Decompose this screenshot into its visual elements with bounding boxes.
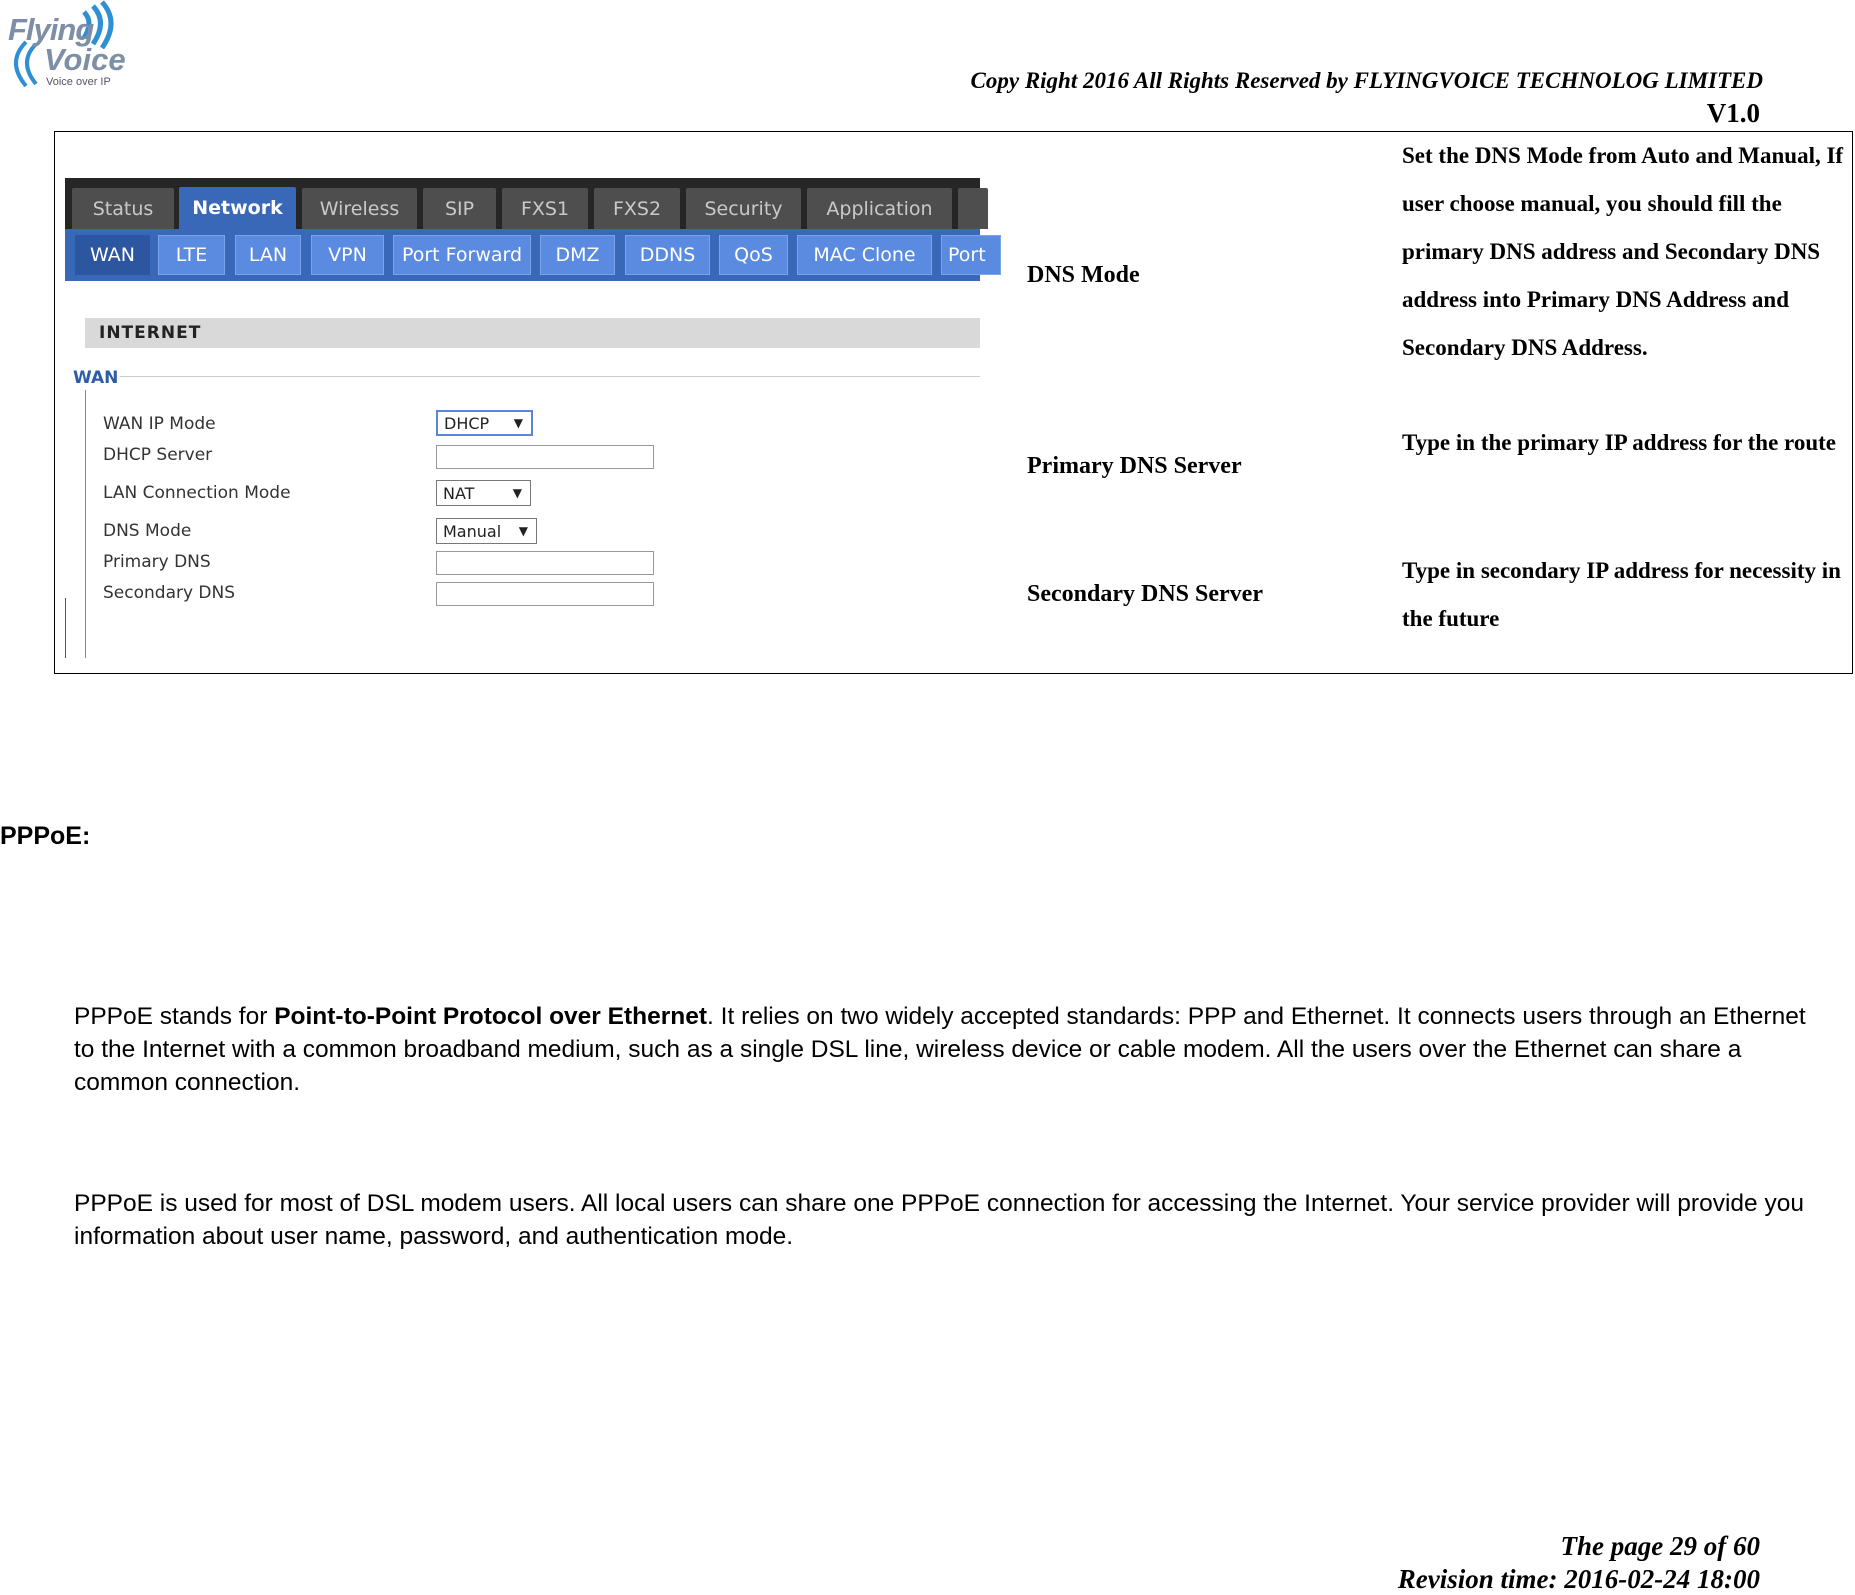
subtab-qos[interactable]: QoS xyxy=(719,235,788,275)
internet-section-bar: INTERNET xyxy=(85,318,980,348)
chevron-down-icon: ▼ xyxy=(512,486,522,500)
sub-tab-bar xyxy=(65,229,986,281)
tab-sip[interactable]: SIP xyxy=(423,188,496,229)
dns-mode-select[interactable] xyxy=(436,518,537,544)
secondary-dns-label: Secondary DNS xyxy=(103,583,236,603)
tab-application[interactable]: Application xyxy=(807,188,952,229)
copyright-line: Copy Right 2016 All Rights Reserved by FLYINGVOICE TECHNOLOG LIMITED xyxy=(970,68,1763,93)
dhcp-server-label: DHCP Server xyxy=(103,445,213,465)
pppoe-paragraph-1 xyxy=(74,1000,1814,1099)
page-number: The page 29 of 60 xyxy=(1560,1531,1760,1561)
logo-text-bottom: Voice xyxy=(44,42,126,77)
pppoe-paragraph-2: PPPoE is used for most of DSL modem users. All local users can share one PPPoE connection for accessing the Internet. Your service provider will provide you information about user name, password, and authentication mode. xyxy=(74,1190,1804,1250)
primary-dns-label: Primary DNS xyxy=(103,552,211,572)
chevron-down-icon: ▼ xyxy=(513,416,523,430)
tab-fxs1[interactable]: FXS1 xyxy=(502,188,588,229)
subtab-dmz[interactable]: DMZ xyxy=(540,235,615,275)
primary-dns-input[interactable] xyxy=(436,551,654,575)
flyingvoice-logo xyxy=(6,2,126,92)
secondary-dns-cell-desc: Type in secondary IP address for necessity in the future xyxy=(1402,558,1841,631)
chevron-down-icon: ▼ xyxy=(518,524,528,538)
wan-ip-mode-label: WAN IP Mode xyxy=(103,414,216,434)
para1-intro: PPPoE stands for xyxy=(74,1003,275,1030)
lan-connection-mode-value: NAT xyxy=(443,483,475,503)
subtab-port[interactable]: Port xyxy=(941,235,1001,275)
revision-time: Revision time: 2016-02-24 18:00 xyxy=(1397,1564,1760,1594)
subtab-lan[interactable]: LAN xyxy=(235,235,301,275)
logo-text-top: Flying xyxy=(8,12,94,47)
subtab-port-forward[interactable]: Port Forward xyxy=(393,235,531,275)
logo-tagline: Voice over IP xyxy=(46,76,111,88)
section-heading: PPPoE: xyxy=(0,822,91,850)
version-label: V1.0 xyxy=(1706,98,1760,128)
tab-fxs2[interactable]: FXS2 xyxy=(594,188,680,229)
divider xyxy=(65,598,66,658)
subtab-wan[interactable]: WAN xyxy=(75,235,150,275)
tab-security[interactable]: Security xyxy=(686,188,801,229)
tab-network[interactable]: Network xyxy=(179,187,296,229)
secondary-dns-cell-label: Secondary DNS Server xyxy=(1027,581,1263,607)
dns-mode-cell-desc: Set the DNS Mode from Auto and Manual, If user choose manual, you should fill the primary DNS address and Secondary DNS address into Primary DNS Address and Secondary DNS Address. xyxy=(1402,143,1844,360)
subtab-lte[interactable]: LTE xyxy=(158,235,225,275)
dhcp-server-input[interactable] xyxy=(436,445,654,469)
dns-mode-label: DNS Mode xyxy=(103,521,192,541)
divider xyxy=(120,376,980,377)
wan-ip-mode-select[interactable] xyxy=(436,410,533,436)
wan-ip-mode-value: DHCP xyxy=(444,413,490,433)
primary-dns-cell-desc: Type in the primary IP address for the route xyxy=(1402,430,1837,455)
subtab-ddns[interactable]: DDNS xyxy=(625,235,710,275)
para1-rest: . It relies on two widely accepted standards: PPP and Ethernet. It connects users through an Ethernet to the Internet with a common broadband medium, such as a single DSL line, wireless device or cable modem. All the users over the Ethernet can share a common connection. xyxy=(74,1003,1806,1096)
tab-wireless[interactable]: Wireless xyxy=(302,188,417,229)
lan-connection-mode-label: LAN Connection Mode xyxy=(103,483,291,503)
tab-overflow[interactable] xyxy=(958,188,988,229)
divider xyxy=(85,390,86,658)
router-wan-screenshot xyxy=(65,178,986,658)
secondary-dns-input[interactable] xyxy=(436,582,654,606)
dns-mode-value: Manual xyxy=(443,521,502,541)
primary-dns-cell-label: Primary DNS Server xyxy=(1027,453,1242,479)
tab-status[interactable]: Status xyxy=(72,188,174,229)
para1-bold-term: Point-to-Point Protocol over Ethernet xyxy=(274,1003,708,1030)
main-tab-bar xyxy=(65,178,980,229)
lan-connection-mode-select[interactable] xyxy=(436,480,531,506)
subtab-mac-clone[interactable]: MAC Clone xyxy=(797,235,932,275)
subtab-vpn[interactable]: VPN xyxy=(311,235,384,275)
dns-mode-cell-label: DNS Mode xyxy=(1027,262,1140,288)
wan-subsection-title: WAN xyxy=(73,368,119,388)
